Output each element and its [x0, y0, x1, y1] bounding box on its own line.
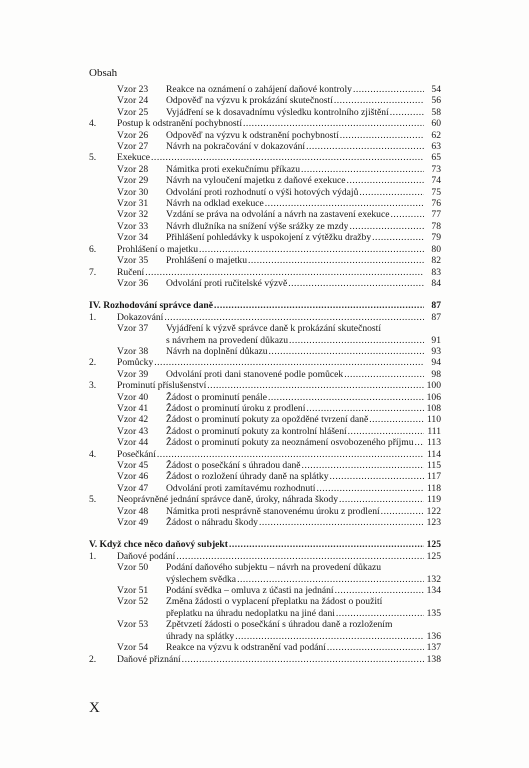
page-number-ref: 119: [426, 494, 441, 506]
page-number-ref: 74: [431, 175, 441, 187]
entry-title: Neoprávněné jednání správce daně, úroky, náhrada škody: [117, 494, 339, 506]
dot-leader: [214, 300, 424, 311]
chapter-number: 6.: [89, 243, 97, 255]
chapter-number: 1.: [89, 550, 97, 562]
page-number-ref: 125: [426, 539, 441, 551]
entry-title: Žádost o prominutí pokuty za opožděné tvrzení daně: [166, 414, 369, 426]
page-number-ref: 98: [431, 368, 441, 380]
toc-entry: [89, 585, 441, 596]
toc-entry: [89, 562, 441, 573]
template-number: Vzor 42: [117, 414, 149, 426]
toc-entry: [89, 95, 441, 106]
template-number: Vzor 45: [117, 460, 149, 471]
toc-entry: [89, 619, 441, 630]
page-number-ref: 78: [431, 220, 441, 232]
page-number-ref: 75: [431, 186, 441, 198]
dot-leader: [164, 312, 424, 323]
section-gap: [89, 528, 441, 539]
template-number: Vzor 27: [117, 141, 149, 153]
entry-title: Žádost o prominutí penále: [166, 391, 267, 403]
entry-title: Žádost o rozložení úhrady daně na splátky: [166, 471, 329, 483]
toc-entry: [89, 221, 441, 232]
toc-chapter: [89, 449, 441, 460]
entry-title: úhrady na splátky: [166, 630, 235, 642]
template-number: Vzor 39: [117, 368, 149, 380]
page-number-ref: 115: [426, 460, 441, 471]
page-number-ref: 87: [431, 311, 441, 323]
entry-title: Odvolání proti zamítavému rozhodnutí: [166, 482, 316, 494]
chapter-number: 1.: [89, 311, 97, 323]
page-number-ref: 56: [431, 95, 441, 107]
template-number: Vzor 29: [117, 175, 149, 187]
page-number-ref: 76: [431, 198, 441, 210]
page-number-ref: 94: [431, 357, 441, 369]
toc-chapter: [89, 551, 441, 562]
toc-entry: [89, 164, 441, 175]
entry-title: Posečkání: [117, 448, 156, 460]
entry-title: Ručení: [117, 266, 145, 278]
dot-leader: [229, 539, 424, 550]
toc-entry: [89, 187, 441, 198]
chapter-number: 4.: [89, 448, 97, 460]
entry-title: IV. Rozhodování správce daně: [89, 300, 214, 312]
page-number-ref: 118: [426, 482, 441, 494]
template-number: Vzor 36: [117, 277, 149, 289]
dot-leader: [302, 460, 424, 471]
template-number: Vzor 25: [117, 106, 149, 118]
toc-entry: [89, 278, 441, 289]
dot-leader: [391, 209, 425, 220]
page-number-ref: 106: [426, 391, 441, 403]
entry-title: Návrh na pokračování v dokazování: [166, 141, 306, 153]
dot-leader: [415, 437, 424, 448]
entry-title: Vzdání se práva na odvolání a návrh na zastavení exekuce: [166, 209, 390, 221]
dot-leader: [243, 118, 424, 129]
template-number: Vzor 47: [117, 482, 149, 494]
template-number: Vzor 38: [117, 345, 149, 357]
toc-entry: [89, 141, 441, 152]
page-number-ref: 138: [426, 653, 441, 665]
page-number-ref: 62: [431, 129, 441, 141]
toc-chapter: [89, 267, 441, 278]
template-number: Vzor 28: [117, 163, 149, 175]
template-number: Vzor 31: [117, 198, 149, 210]
toc-entry: [89, 209, 441, 220]
entry-title: Daňové přiznání: [117, 653, 181, 665]
dot-leader: [347, 175, 424, 186]
page-number-ref: 54: [431, 84, 441, 95]
dot-leader: [207, 380, 424, 391]
template-number: Vzor 35: [117, 255, 149, 267]
dot-leader: [349, 221, 424, 232]
dot-leader: [306, 403, 424, 414]
page-number-ref: 113: [426, 437, 441, 449]
dot-leader: [353, 84, 424, 95]
page-number-ref: 82: [431, 255, 441, 267]
entry-title: Žádost o posečkání s úhradou daně: [166, 460, 301, 471]
toc-entry: [89, 596, 441, 607]
entry-title: Podání svědka – omluva z účasti na jednání: [166, 585, 334, 597]
toc-entry: [89, 642, 441, 653]
page-number-ref: 123: [426, 517, 441, 529]
toc-entry: [89, 232, 441, 243]
dot-leader: [301, 164, 424, 175]
toc-entry: [89, 130, 441, 141]
template-number: Vzor 49: [117, 517, 149, 529]
page-number-ref: 117: [426, 471, 441, 483]
template-number: Vzor 53: [117, 619, 149, 631]
toc-chapter: [89, 494, 441, 505]
dot-leader: [235, 631, 424, 642]
toc-entry: [89, 471, 441, 482]
page-number-ref: 136: [426, 630, 441, 642]
dot-leader: [289, 335, 424, 346]
toc-entry: [89, 483, 441, 494]
toc-chapter: [89, 244, 441, 255]
page-number-ref: 63: [431, 141, 441, 153]
page-number-ref: 83: [431, 266, 441, 278]
template-number: Vzor 41: [117, 402, 149, 414]
dot-leader: [344, 369, 424, 380]
entry-title: Postup k odstranění pochybností: [117, 118, 242, 130]
chapter-number: 5.: [89, 494, 97, 506]
template-number: Vzor 54: [117, 642, 149, 654]
toc-entry: [89, 426, 441, 437]
entry-title: výslechem svědka: [166, 573, 237, 585]
toc-section: [89, 539, 441, 550]
dot-leader: [369, 414, 424, 425]
dot-leader: [265, 198, 424, 209]
page-number-ref: 122: [426, 505, 441, 517]
page-number-ref: 135: [426, 607, 441, 619]
toc-section: [89, 300, 441, 311]
page-number-ref: 100: [426, 380, 441, 392]
template-number: Vzor 23: [117, 84, 149, 95]
entry-title: Odpověď na výzvu k odstranění pochybností: [166, 129, 339, 141]
toc-entry-continuation: [89, 608, 441, 619]
page-number-ref: 108: [426, 402, 441, 414]
entry-title: Odvolání proti dani stanovené podle pomůcek: [166, 368, 344, 380]
dot-leader: [381, 506, 424, 517]
dot-leader: [268, 392, 424, 403]
entry-title: s návrhem na provedení důkazu: [166, 334, 289, 346]
page-number-ref: 80: [431, 243, 441, 255]
entry-title: Reakce na oznámení o zahájení daňové kontroly: [166, 84, 352, 95]
toc-chapter: [89, 118, 441, 129]
template-number: Vzor 48: [117, 505, 149, 517]
toc-entry: [89, 414, 441, 425]
page-number-ref: 65: [431, 152, 441, 164]
template-number: Vzor 43: [117, 425, 149, 437]
dot-leader: [288, 278, 424, 289]
entry-title: Prominutí příslušenství: [117, 380, 207, 392]
dot-leader: [176, 551, 424, 562]
entry-title: Exekuce: [117, 152, 151, 164]
page-number: X: [89, 700, 100, 716]
entry-title: Prohlášení o majetku: [166, 255, 247, 267]
toc-entry: [89, 255, 441, 266]
toc-entry: [89, 437, 441, 448]
chapter-number: 7.: [89, 266, 97, 278]
entry-title: Návrh na odklad exekuce: [166, 198, 264, 210]
template-number: Vzor 51: [117, 585, 149, 597]
entry-title: Žádost o prominutí pokuty za kontrolní hlášení: [166, 425, 347, 437]
template-number: Vzor 37: [117, 323, 149, 335]
page-number-ref: 132: [426, 573, 441, 585]
entry-title: Návrh dlužníka na snížení výše srážky ze mzdy: [166, 220, 349, 232]
page-number-ref: 84: [431, 277, 441, 289]
entry-title: Námitka proti nesprávně stanovenému úroku z prodlení: [166, 505, 380, 517]
dot-leader: [340, 130, 424, 141]
toc-entry: [89, 506, 441, 517]
toc-entry: [89, 323, 441, 334]
toc-chapter: [89, 152, 441, 163]
entry-title: Daňové podání: [117, 550, 176, 562]
template-number: Vzor 32: [117, 209, 149, 221]
entry-title: Žádost o prominutí úroku z prodlení: [166, 402, 306, 414]
table-of-contents: [89, 84, 441, 665]
template-number: Vzor 50: [117, 562, 149, 574]
entry-title: Pomůcky: [117, 357, 154, 369]
dot-leader: [157, 449, 424, 460]
template-number: Vzor 46: [117, 471, 149, 483]
dot-leader: [151, 152, 424, 163]
toc-chapter: [89, 654, 441, 665]
entry-title: Žádost o náhradu škody: [166, 517, 258, 529]
page-number-ref: 110: [426, 414, 441, 426]
dot-leader: [316, 483, 424, 494]
toc-entry-continuation: [89, 574, 441, 585]
toc-chapter: [89, 380, 441, 391]
template-number: Vzor 52: [117, 596, 149, 608]
dot-leader: [339, 494, 424, 505]
entry-title: Prohlášení o majetku: [117, 243, 198, 255]
toc-entry: [89, 369, 441, 380]
page-number-ref: 125: [426, 550, 441, 562]
entry-title: V. Když chce něco daňový subjekt: [89, 539, 228, 551]
dot-leader: [348, 426, 424, 437]
page-number-ref: 79: [431, 232, 441, 244]
page-number-ref: 58: [431, 106, 441, 118]
toc-entry: [89, 84, 441, 95]
entry-title: přeplatku na úhradu nedoplatku na jiné dani: [166, 607, 335, 619]
toc-entry: [89, 403, 441, 414]
dot-leader: [359, 187, 424, 198]
page-number-ref: 114: [426, 448, 441, 460]
page-number-ref: 93: [431, 345, 441, 357]
template-number: Vzor 26: [117, 129, 149, 141]
entry-title: Vyjádření se k dosavadnímu výsledku kontrolního zjištění: [166, 106, 389, 118]
toc-entry-continuation: [89, 631, 441, 642]
entry-title: Podání daňového subjektu – návrh na provedení důkazu: [166, 562, 382, 574]
dot-leader: [334, 95, 424, 106]
dot-leader: [335, 585, 424, 596]
template-number: Vzor 44: [117, 437, 149, 449]
chapter-number: 4.: [89, 118, 97, 130]
page-number-ref: 134: [426, 585, 441, 597]
toc-entry: [89, 346, 441, 357]
toc-chapter: [89, 357, 441, 368]
entry-title: Dokazování: [117, 311, 164, 323]
dot-leader: [330, 471, 424, 482]
entry-title: Změna žádosti o vyplacení přeplatku na žádost o použití: [166, 596, 383, 608]
entry-title: Odpověď na výzvu k prokázání skutečností: [166, 95, 333, 107]
dot-leader: [199, 244, 424, 255]
toc-entry: [89, 198, 441, 209]
section-gap: [89, 289, 441, 300]
toc-entry: [89, 175, 441, 186]
entry-title: Zpětvzetí žádosti o posečkání s úhradou daně a rozložením: [166, 619, 393, 631]
page-number-ref: 111: [427, 425, 441, 437]
dot-leader: [237, 574, 424, 585]
template-number: Vzor 40: [117, 391, 149, 403]
toc-entry: [89, 517, 441, 528]
entry-title: Návrh na doplnění důkazu: [166, 345, 268, 357]
dot-leader: [259, 517, 424, 528]
dot-leader: [372, 232, 424, 243]
page-number-ref: 60: [431, 118, 441, 130]
chapter-number: 2.: [89, 357, 97, 369]
page-number-ref: 137: [426, 642, 441, 654]
entry-title: Žádost o prominutí pokuty za neoznámení osvobozeného příjmu: [166, 437, 414, 449]
dot-leader: [336, 608, 424, 619]
toc-entry: [89, 107, 441, 118]
template-number: Vzor 30: [117, 186, 149, 198]
chapter-number: 3.: [89, 380, 97, 392]
template-number: Vzor 33: [117, 220, 149, 232]
page-number-ref: 91: [431, 334, 441, 346]
toc-entry-continuation: [89, 335, 441, 346]
entry-title: Vyjádření k výzvě správce daně k prokázání skutečností: [166, 323, 381, 335]
template-number: Vzor 24: [117, 95, 149, 107]
dot-leader: [306, 141, 424, 152]
dot-leader: [390, 107, 424, 118]
dot-leader: [269, 346, 424, 357]
entry-title: Odvolání proti ručitelské výzvě: [166, 277, 288, 289]
page-number-ref: 87: [431, 300, 441, 312]
toc-entry: [89, 392, 441, 403]
template-number: Vzor 34: [117, 232, 149, 244]
toc-chapter: [89, 312, 441, 323]
page-number-ref: 77: [431, 209, 441, 221]
dot-leader: [327, 642, 424, 653]
chapter-number: 2.: [89, 653, 97, 665]
dot-leader: [182, 654, 424, 665]
dot-leader: [248, 255, 424, 266]
toc-entry: [89, 460, 441, 471]
dot-leader: [145, 267, 424, 278]
chapter-number: 5.: [89, 152, 97, 164]
running-header: Obsah: [89, 67, 118, 79]
entry-title: Návrh na vyloučení majetku z daňové exekuce: [166, 175, 346, 187]
entry-title: Reakce na výzvu k odstranění vad podání: [166, 642, 326, 654]
page-number-ref: 73: [431, 163, 441, 175]
entry-title: Odvolání proti rozhodnutí o výši hotových výdajů: [166, 186, 359, 198]
dot-leader: [154, 357, 424, 368]
entry-title: Námitka proti exekučnímu příkazu: [166, 163, 301, 175]
entry-title: Přihlášení pohledávky k uspokojení z výtěžku dražby: [166, 232, 372, 244]
